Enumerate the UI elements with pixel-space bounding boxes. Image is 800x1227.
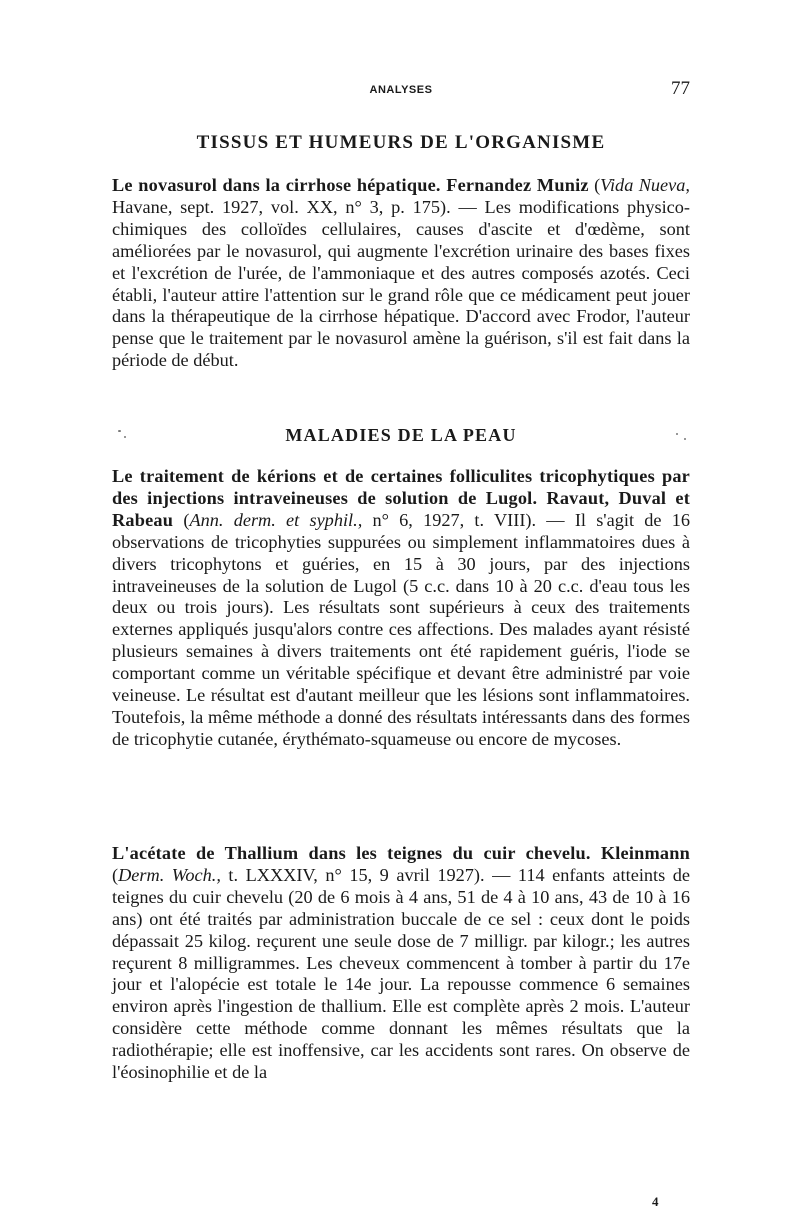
article-body: Il s'agit de 16 observations de tricophyties suppurées ou simplement inflammatoires dues à divers tricophytons et guéries, en 15 à 30 jours, par des injections intraveineuses de la solution de Lugol (5 c.c. dans 10 à 20 c.c. d'eau tous les deux ou trois jours). Les résultats sont supérieurs à ceux des traitements externes appliqués jusqu'alors contre ces affections. Des malades ayant résisté plusieurs semaines à divers traitements ont été rapidement guéris, l'iode se comportant comme un véritable spécifique et devant être administré par voie veineuse. Le résultat est d'autant meilleur que les lésions sont inflammatoires. Toutefois, la même méthode a donné des résultats intéressants dans des formes de tricophytie cutanée, érythémato-squameuse ou encore de mycoses.	[112, 509, 690, 749]
article-lead: Le traitement de kérions et de certaines folliculites tricophytiques par des injections intraveineuses de solution de Lugol. Ravaut, Duval et Rabeau	[112, 466, 690, 530]
article-body: Les modifications physico-chimiques des colloïdes cellulaires, causes d'ascite et d'œdème, sont améliorées par le novasurol, qui augmente l'excrétion urinaire des bases fixes et l'excrétion de l'urée, de l'ammoniaque et des autres composés azotés. Ceci établi, l'auteur attire l'attention sur le grand rôle que ce médicament peut jouer dans la thérapeutique de la cirrhose hépatique. D'accord avec Frodor, l'auteur pense que le traitement par le novasurol amène la guérison, s'il est fait dans la période de début.	[112, 196, 690, 371]
scan-speck	[124, 436, 126, 438]
article-citation: n° 6, 1927, t. VIII). —	[362, 509, 575, 530]
article-lead: Le novasurol dans la cirrhose hépatique. Fernandez Muniz	[112, 175, 589, 195]
running-title: ANALYSES	[369, 84, 433, 96]
scan-speck	[684, 438, 686, 440]
section-title: MALADIES DE LA PEAU	[285, 425, 517, 445]
page-number: 77	[671, 78, 690, 99]
article-citation: t. LXXXIV, n° 15, 9 avril 1927). —	[220, 864, 518, 885]
article-paragraph	[112, 843, 690, 1084]
article-source: Ann. derm. et syphil.,	[189, 509, 363, 530]
section-title: TISSUS ET HUMEURS DE L'ORGANISME	[196, 132, 606, 153]
article-source: Derm. Woch.,	[118, 864, 221, 885]
scan-speck	[676, 433, 678, 435]
article-paragraph	[112, 175, 690, 372]
printer-signature: 4	[652, 1194, 659, 1209]
source-open: (	[588, 175, 601, 195]
scan-speck	[118, 430, 121, 432]
article-citation: Havane, sept. 1927, vol. XX, n° 3, p. 175). —	[112, 196, 485, 217]
article-source: Vida Nueva,	[600, 175, 691, 195]
article-lead: L'acétate de Thallium dans les teignes du cuir chevelu. Kleinmann	[112, 843, 690, 863]
source-open: (	[173, 509, 190, 530]
running-head	[112, 78, 690, 102]
source-open: (	[112, 864, 119, 885]
article-body: 114 enfants atteints de teignes du cuir chevelu (20 de 6 mois à 4 ans, 51 de 4 à 10 ans, 43 de 10 à 16 ans) ont été traités par administration buccale de ce sel : ceux dont le poids dépassait 25 kilog. reçurent une seule dose de 7 milligr. par kilogr.; les autres reçurent 8 milligrammes. Les cheveux commencent à tomber à partir du 17e jour et l'alopécie est totale le 14e jour. La repousse commence 6 semaines environ après l'ingestion de thallium. Elle est complète après 2 mois. L'auteur considère cette méthode comme donnant les mêmes résultats que la radiothérapie; elle est inoffensive, car les accidents sont rares. On observe de l'éosinophilie et de la	[112, 864, 690, 1083]
article-paragraph	[112, 466, 690, 751]
